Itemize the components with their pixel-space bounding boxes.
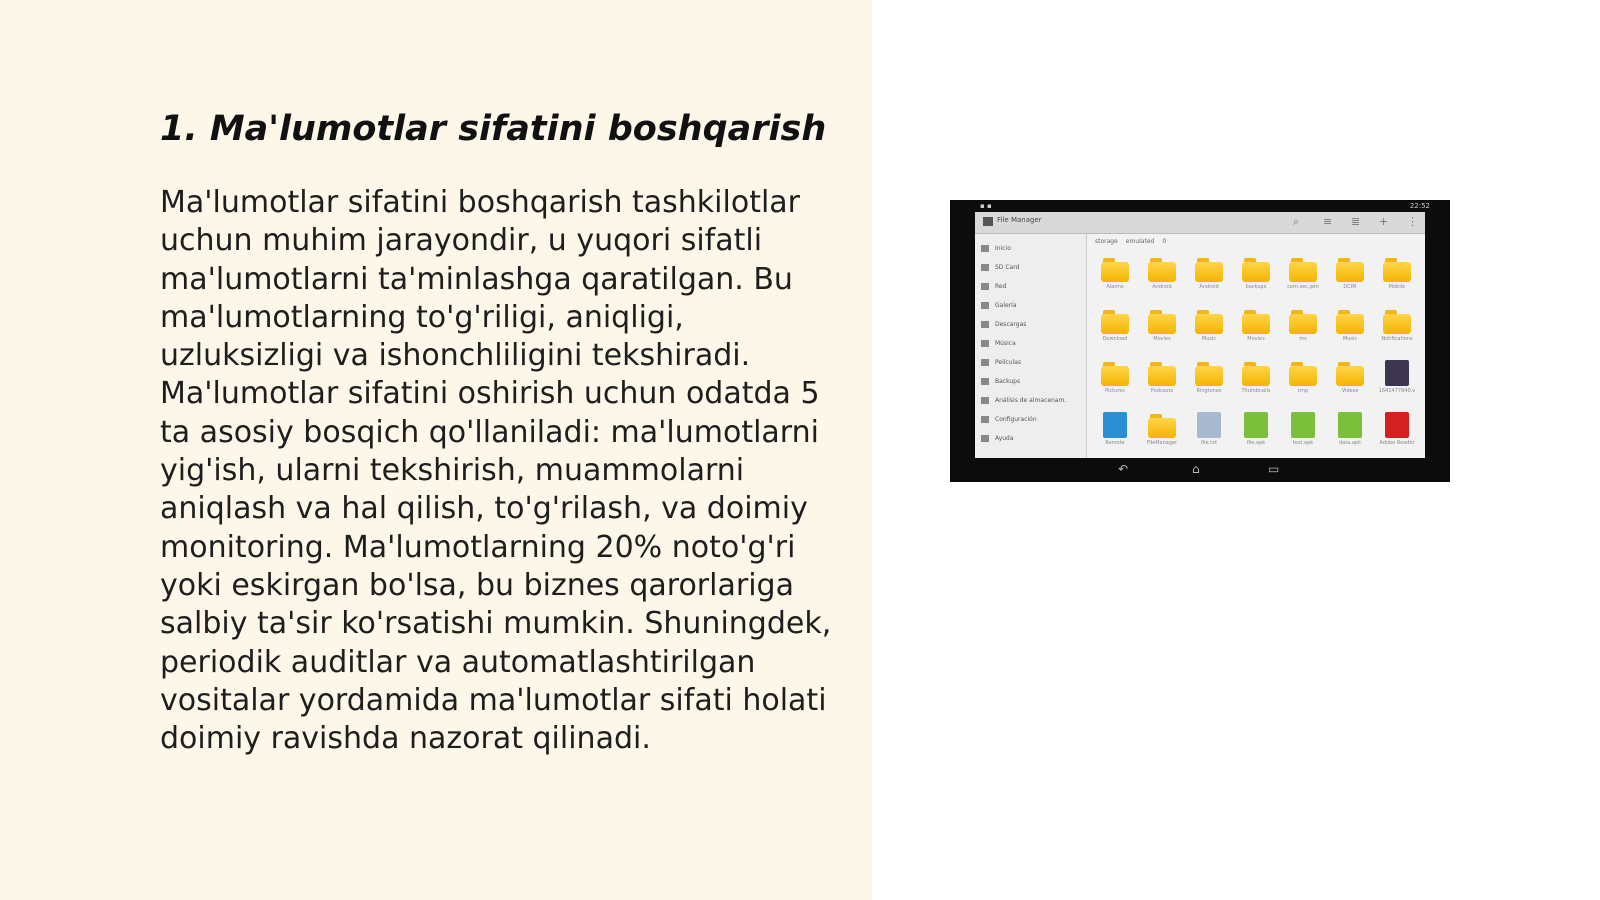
- sidebar: [975, 234, 1087, 458]
- slide-title: 1. Ma'lumotlar sifatini boshqarish: [160, 109, 827, 149]
- folder-icon: [1289, 258, 1317, 282]
- folder-icon: [1195, 362, 1223, 386]
- file-label: tmp: [1297, 388, 1308, 394]
- app-title: File Manager: [997, 216, 1042, 224]
- more-icon: ⋮: [1407, 215, 1418, 228]
- file-label: file.apk: [1246, 440, 1266, 446]
- file-label: FileManager: [1146, 440, 1178, 446]
- sidebar-item-label: Galería: [995, 302, 1017, 309]
- folder-icon: [1148, 414, 1176, 438]
- sidebar-item: [981, 337, 1085, 351]
- sidebar-item-label: SD Card: [995, 264, 1020, 271]
- file-label: Android: [1199, 284, 1219, 290]
- file-label: Android: [1152, 284, 1172, 290]
- file-label: Notifications: [1381, 336, 1413, 342]
- file-tile: [1234, 252, 1278, 302]
- sidebar-item: [981, 432, 1085, 446]
- folder-icon: [1148, 362, 1176, 386]
- file-icon: [1244, 412, 1268, 438]
- file-tile: [1375, 408, 1419, 458]
- file-label: Remote: [1105, 440, 1125, 446]
- status-bar: [950, 200, 1450, 212]
- folder-icon: [1289, 362, 1317, 386]
- file-icon: [1385, 412, 1409, 438]
- folder-icon: [1242, 362, 1270, 386]
- sidebar-item-icon: [981, 264, 989, 271]
- file-tile: [1187, 356, 1231, 406]
- file-tile: [1328, 356, 1372, 406]
- sidebar-item: [981, 413, 1085, 427]
- folder-icon: [1101, 310, 1129, 334]
- file-label: ms: [1299, 336, 1307, 342]
- sidebar-item-icon: [981, 321, 989, 328]
- status-time: 22:52: [1409, 202, 1430, 210]
- sidebar-item-icon: [981, 416, 989, 423]
- file-tile: [1093, 252, 1137, 302]
- file-grid: [1093, 252, 1423, 456]
- file-label: Movies: [1153, 336, 1171, 342]
- file-tile: [1234, 356, 1278, 406]
- sidebar-item-icon: [981, 359, 989, 366]
- file-label: DCIM: [1343, 284, 1357, 290]
- file-tile: [1093, 356, 1137, 406]
- sidebar-item: [981, 318, 1085, 332]
- sidebar-item-icon: [981, 378, 989, 385]
- file-label: Alarms: [1106, 284, 1124, 290]
- file-manager-screenshot: [950, 200, 1450, 482]
- sidebar-item-icon: [981, 245, 989, 252]
- file-tile: [1140, 252, 1184, 302]
- back-icon: ↶: [1118, 462, 1129, 476]
- file-tile: [1187, 252, 1231, 302]
- sidebar-item-label: Configuración: [995, 416, 1037, 423]
- sidebar-item-label: Red: [995, 283, 1007, 290]
- file-tile: [1140, 304, 1184, 354]
- file-tile: [1093, 408, 1137, 458]
- file-icon: [1385, 360, 1409, 386]
- folder-icon: [1242, 258, 1270, 282]
- sidebar-item-label: Inicio: [995, 245, 1011, 252]
- file-tile: [1328, 252, 1372, 302]
- file-label: backups: [1245, 284, 1267, 290]
- notification-icon: ▪ ▪: [980, 202, 992, 210]
- nav-bar: [950, 458, 1450, 482]
- file-label: 1641477840.v: [1378, 388, 1416, 394]
- breadcrumb-item: emulated: [1125, 238, 1155, 245]
- file-tile: [1281, 408, 1325, 458]
- sidebar-item-icon: [981, 283, 989, 290]
- breadcrumb-item: 0: [1162, 238, 1167, 245]
- sidebar-item-label: Música: [995, 340, 1016, 347]
- app-icon: [983, 217, 993, 226]
- file-label: Download: [1102, 336, 1128, 342]
- sidebar-item-label: Películas: [995, 359, 1022, 366]
- add-icon: +: [1379, 215, 1389, 228]
- sidebar-item-label: Ayuda: [995, 435, 1014, 442]
- file-tile: [1234, 408, 1278, 458]
- file-tile: [1328, 304, 1372, 354]
- file-tile: [1281, 356, 1325, 406]
- sidebar-item: [981, 280, 1085, 294]
- file-label: Mobile: [1388, 284, 1406, 290]
- folder-icon: [1336, 362, 1364, 386]
- breadcrumb: [1087, 234, 1425, 250]
- folder-icon: [1242, 310, 1270, 334]
- sidebar-item-icon: [981, 302, 989, 309]
- file-tile: [1140, 356, 1184, 406]
- file-label: Podcasts: [1150, 388, 1174, 394]
- file-icon: [1291, 412, 1315, 438]
- folder-icon: [1383, 310, 1411, 334]
- slide-body-text: Ma'lumotlar sifatini boshqarish tashkilotlar uchun muhim jarayondir, u yuqori sifatli ma'lumotlarni ta'minlashga qaratilgan. Bu ma'lumotlarning to'g'riligi, aniqligi, uzluksizligi va ishonchliligini tekshiradi. Ma'lumotlar sifatini oshirish uchun odatda 5 ta asosiy bosqich qo'llaniladi: ma'lumotlarni yig'ish, ularni tekshirish, muammolarni aniqlash va hal qilish, to'g'rilash, va doimiy monitoring. Ma'lumotlarning 20% noto'g'ri yoki eskirgan bo'lsa, bu biznes qarorlariga salbiy ta'sir ko'rsatishi mumkin. Shuningdek, periodik auditlar va automatlashtirilgan vositalar yordamida ma'lumotlar sifati holati doimiy ravishda nazorat qilinadi.: [160, 185, 832, 757]
- file-label: Movies: [1247, 336, 1265, 342]
- file-label: Ringtones: [1196, 388, 1222, 394]
- sidebar-item-label: Backups: [995, 378, 1021, 385]
- sidebar-item-icon: [981, 397, 989, 404]
- folder-icon: [1383, 258, 1411, 282]
- sidebar-item-label: Análisis de almacenam.: [995, 397, 1067, 404]
- file-label: Thumbnails: [1241, 388, 1271, 394]
- screen: [975, 212, 1425, 458]
- sidebar-item: [981, 242, 1085, 256]
- search-icon: ⌕: [1293, 215, 1300, 228]
- folder-icon: [1101, 362, 1129, 386]
- file-label: test.apk: [1292, 440, 1314, 446]
- folder-icon: [1148, 310, 1176, 334]
- sidebar-item-label: Descargas: [995, 321, 1027, 328]
- app-bar: [975, 212, 1425, 234]
- file-label: file.txt: [1200, 440, 1218, 446]
- folder-icon: [1148, 258, 1176, 282]
- folder-icon: [1336, 310, 1364, 334]
- sidebar-item: [981, 375, 1085, 389]
- file-label: Pictures: [1105, 388, 1125, 394]
- file-label: Adobe Reader: [1379, 440, 1415, 446]
- sidebar-item: [981, 299, 1085, 313]
- file-label: Music: [1201, 336, 1217, 342]
- sidebar-item-icon: [981, 340, 989, 347]
- file-tile: [1328, 408, 1372, 458]
- folder-icon: [1336, 258, 1364, 282]
- file-icon: [1197, 412, 1221, 438]
- file-label: com.sec.jam: [1287, 284, 1319, 290]
- file-label: Videos: [1341, 388, 1359, 394]
- sidebar-item: [981, 356, 1085, 370]
- sidebar-item-icon: [981, 435, 989, 442]
- file-tile: [1281, 304, 1325, 354]
- folder-icon: [1195, 310, 1223, 334]
- file-label: Music: [1342, 336, 1358, 342]
- file-icon: [1338, 412, 1362, 438]
- folder-icon: [1101, 258, 1129, 282]
- file-label: data.apk: [1339, 440, 1361, 446]
- file-tile: [1140, 408, 1184, 458]
- file-tile: [1375, 252, 1419, 302]
- sidebar-item: [981, 261, 1085, 275]
- file-tile: [1375, 304, 1419, 354]
- file-icon: [1103, 412, 1127, 438]
- home-icon: ⌂: [1192, 462, 1200, 476]
- file-tile: [1187, 408, 1231, 458]
- file-tile: [1093, 304, 1137, 354]
- folder-icon: [1289, 310, 1317, 334]
- recent-apps-icon: ▭: [1268, 462, 1280, 476]
- breadcrumb-item: storage: [1095, 238, 1118, 245]
- list-view-icon: ≡: [1323, 215, 1333, 228]
- sort-icon: ≣: [1351, 215, 1361, 228]
- file-tile: [1375, 356, 1419, 406]
- file-tile: [1234, 304, 1278, 354]
- file-tile: [1187, 304, 1231, 354]
- folder-icon: [1195, 258, 1223, 282]
- sidebar-item: [981, 394, 1085, 408]
- file-tile: [1281, 252, 1325, 302]
